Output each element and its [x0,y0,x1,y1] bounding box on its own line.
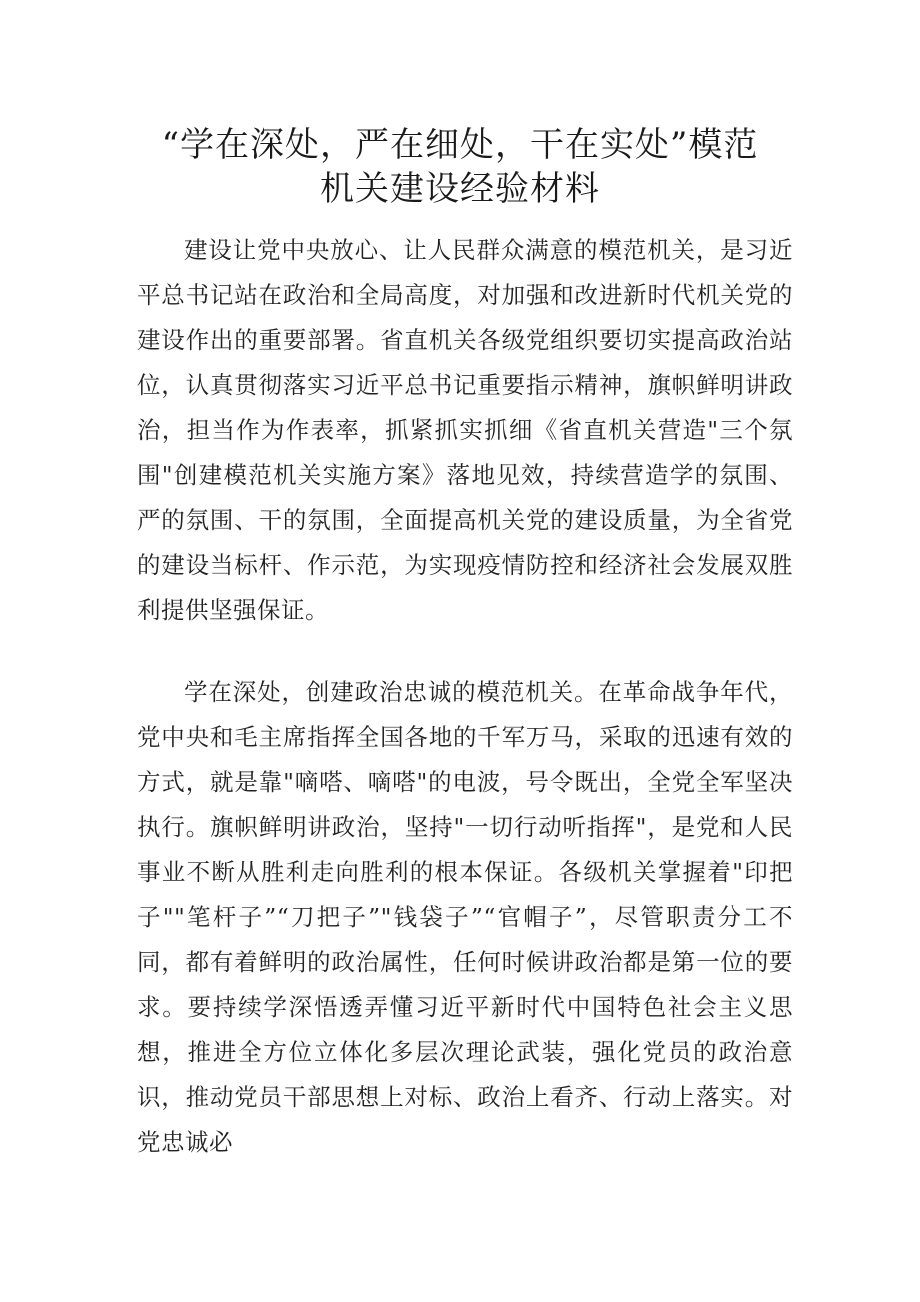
document-title-line-1: “学在深处，严在细处，干在实处”模范 [161,125,759,165]
document-title-line-2: 机关建设经验材料 [320,169,600,209]
body-paragraph-1: 建设让党中央放心、让人民群众满意的模范机关，是习近平总书记站在政治和全局高度，对加强和改进新时代机关党的建设作出的重要部署。省直机关各级党组织要切实提高政治站位，认真贯彻落实习近平总书记重要指示精神，旗帜鲜明讲政治，担当作为作表率，抓紧抓实抓细《省直机关营造"三个氛围"创建模范机关实施方案》落地见效，持续营造学的氛围、严的氛围、干的氛围，全面提高机关党的建设质量，为全省党的建设当标杆、作示范，为实现疫情防控和经济社会发展双胜利提供坚强保证。 [137,236,793,624]
body-paragraph-2: 学在深处，创建政治忠诚的模范机关。在革命战争年代，党中央和毛主席指挥全国各地的千军万马，采取的迅速有效的方式，就是靠"嘀嗒、嘀嗒"的电波，号令既出，全党全军坚决执行。旗帜鲜明讲政治，坚持"一切行动听指挥"，是党和人民事业不断从胜利走向胜利的根本保证。各级机关掌握着"印把子""笔杆子”“刀把子”"钱袋子”“官帽子”，尽管职责分工不同，都有着鲜明的政治属性，任何时候讲政治都是第一位的要求。要持续学深悟透弄懂习近平新时代中国特色社会主义思想，推进全方位立体化多层次理论武装，强化党员的政治意识，推动党员干部思想上对标、政治上看齐、行动上落实。对党忠诚必 [137,678,793,1156]
